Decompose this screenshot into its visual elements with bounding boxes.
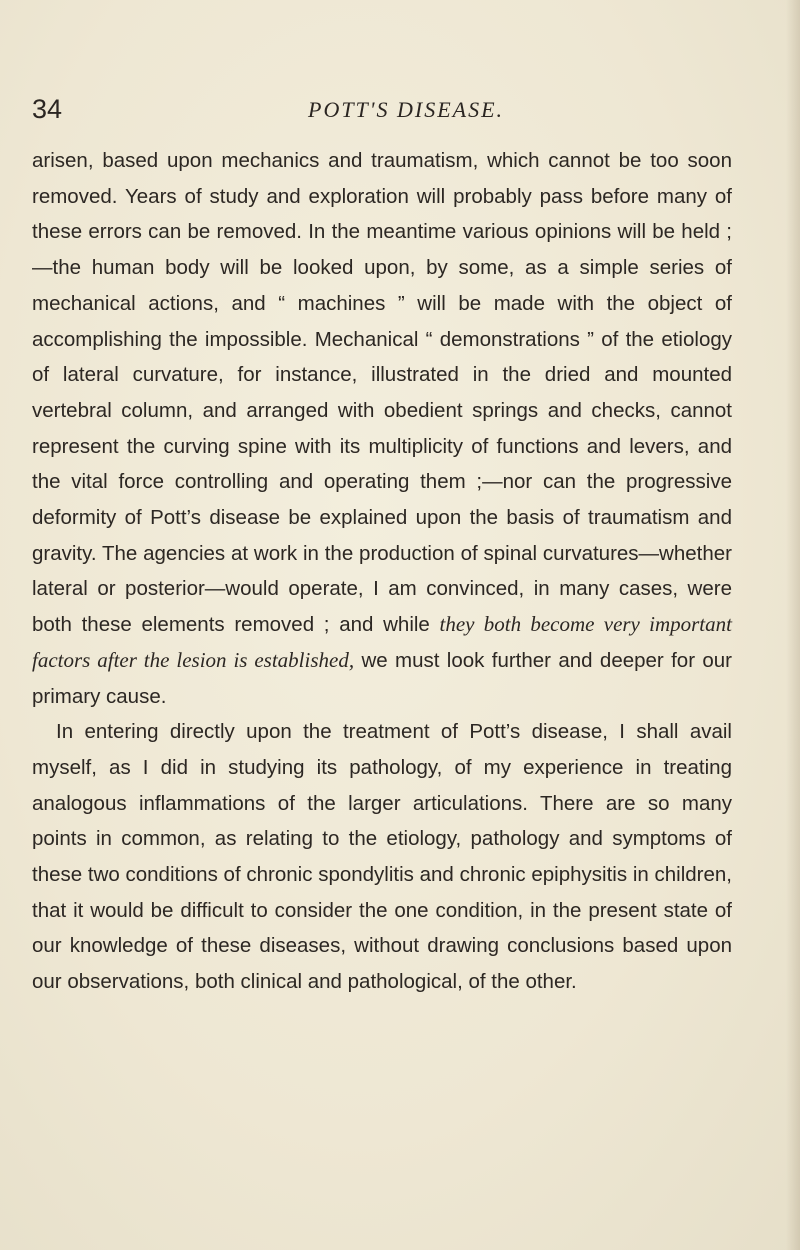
page-header	[32, 91, 652, 131]
paragraph-1	[32, 143, 732, 714]
page-number: 34	[32, 94, 63, 124]
paragraph-2: In entering directly upon the treatment of Pott’s disease, I shall avail myself, as I did in studying its pathology, of my experience in treating analogous inflammations of the larger articulations. There are so many points in common, as relating to the etiology, pathology and symptoms of these two conditions of chronic spondylitis and chronic epiphysitis in children, that it would be difficult to consider the one condition, in the present state of our knowledge of these diseases, without drawing conclusions based upon our observations, both clinical and pathological, of the other.	[32, 720, 732, 994]
body-text	[32, 143, 732, 1000]
paragraph-1-text-end: we must look further and deeper for our primary cause.	[32, 648, 733, 708]
paragraph-1-text-start: arisen, based upon mechanics and traumatism, which cannot be too soon removed. Years of study and exploration will probably pass before many of these errors can be removed. In the meantime various opinions will be held ;—the human body will be looked upon, by some, as a simple series of mechanical actions, and “ machines ” will be made with the object of accomplishing the impossible. Mechanical “ demonstrations ” of the etiology of lateral curvature, for instance, illustrated in the dried and mounted vertebral column, and arranged with obedient springs and checks, cannot represent the curving spine with its multiplicity of functions and levers, and the vital force controlling and operating them ;—nor can the progressive deformity of Pott’s disease be explained upon the basis of traumatism and gravity. The agencies at work in the production of spinal curvatures—whether lateral or posterior—would operate, I am convinced, in many cases, were both these elements removed ; and while	[32, 149, 732, 637]
page-edge-shadow	[786, 0, 800, 1250]
paragraph-1-italic-phrase: they both become very important factors after the lesion is established,	[32, 612, 732, 672]
running-head: POTT'S DISEASE.	[308, 97, 505, 122]
